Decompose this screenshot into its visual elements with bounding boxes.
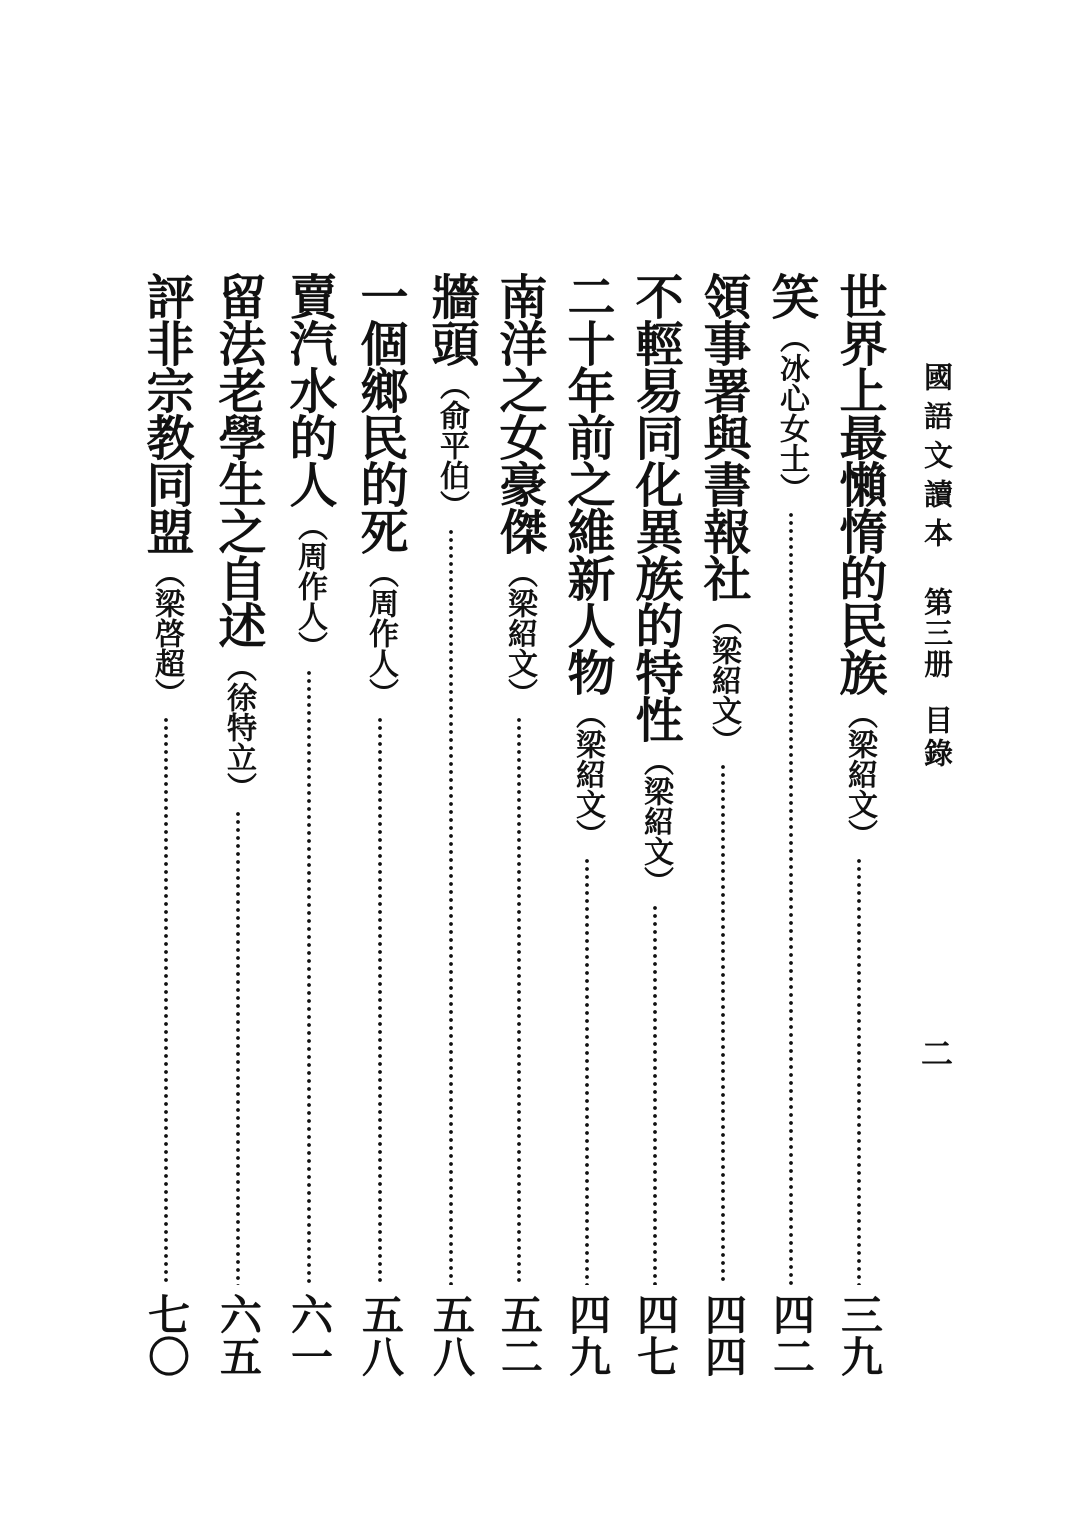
entry-author: （周作人） xyxy=(363,558,398,708)
entry-author: （梁紹文） xyxy=(570,699,605,849)
entry-page: 四九 xyxy=(563,1293,613,1377)
entry-author: （梁紹文） xyxy=(706,605,741,755)
entry-author: （徐特立） xyxy=(221,652,256,802)
toc-entry xyxy=(488,272,550,1377)
toc-entry xyxy=(135,272,197,1377)
entry-author: （周作人） xyxy=(292,511,327,661)
dot-leader xyxy=(856,857,862,1285)
toc-entry xyxy=(420,272,482,1377)
entry-title: 二十年前之維新人物 xyxy=(559,272,615,695)
entry-title: 世界上最懶惰的民族 xyxy=(831,272,887,695)
entry-page: 四七 xyxy=(631,1293,681,1377)
entry-page: 五八 xyxy=(427,1293,477,1377)
dot-leader xyxy=(584,857,590,1285)
page-number: 二 xyxy=(916,1037,954,1069)
dot-leader xyxy=(377,716,383,1285)
dot-leader xyxy=(306,669,312,1285)
entry-title: 不輕易同化異族的特性 xyxy=(627,272,683,742)
entry-title: 南洋之女豪傑 xyxy=(491,272,547,554)
toc-entry xyxy=(207,272,269,1377)
entry-author: （梁紹文） xyxy=(842,699,877,849)
dot-leader xyxy=(720,763,726,1285)
entry-page: 四四 xyxy=(699,1293,749,1377)
dot-leader xyxy=(652,904,658,1285)
toc-entry xyxy=(692,272,754,1377)
entry-page: 五八 xyxy=(356,1293,406,1377)
dot-leader xyxy=(448,528,454,1285)
toc-entry xyxy=(760,272,822,1377)
dot-leader xyxy=(163,716,169,1285)
entry-page: 五二 xyxy=(495,1293,545,1377)
dot-leader xyxy=(516,716,522,1285)
dot-leader xyxy=(235,810,241,1285)
entry-title: 牆頭 xyxy=(423,272,479,366)
toc-entry xyxy=(828,272,890,1377)
entry-author: （梁啓超） xyxy=(149,558,184,708)
section-label: 目錄 xyxy=(920,705,954,771)
entry-title: 留法老學生之自述 xyxy=(210,272,266,648)
toc-entry xyxy=(624,272,686,1377)
entry-page: 三九 xyxy=(835,1293,885,1377)
toc-entry xyxy=(278,272,340,1377)
volume-label: 第三册 xyxy=(920,587,954,680)
entry-title: 評非宗教同盟 xyxy=(138,272,194,554)
toc-entry xyxy=(556,272,618,1377)
entry-title: 領事署與書報社 xyxy=(695,272,751,601)
entry-title: 笑 xyxy=(763,272,819,319)
entry-title: 賣汽水的人 xyxy=(281,272,337,507)
entry-page: 六五 xyxy=(214,1293,264,1377)
toc-entry xyxy=(349,272,411,1377)
book-title: 國語文讀本 xyxy=(920,362,954,557)
entry-author: （俞平伯） xyxy=(434,370,469,520)
entry-author: （冰心女士） xyxy=(774,323,809,503)
entry-page: 四二 xyxy=(767,1293,817,1377)
entry-title: 一個鄉民的死 xyxy=(352,272,408,554)
running-header xyxy=(898,362,958,1122)
entry-page: 七〇 xyxy=(142,1293,192,1377)
entry-author: （梁紹文） xyxy=(502,558,537,708)
dot-leader xyxy=(788,511,794,1285)
entry-page: 六一 xyxy=(285,1293,335,1377)
entry-author: （梁紹文） xyxy=(638,746,673,896)
